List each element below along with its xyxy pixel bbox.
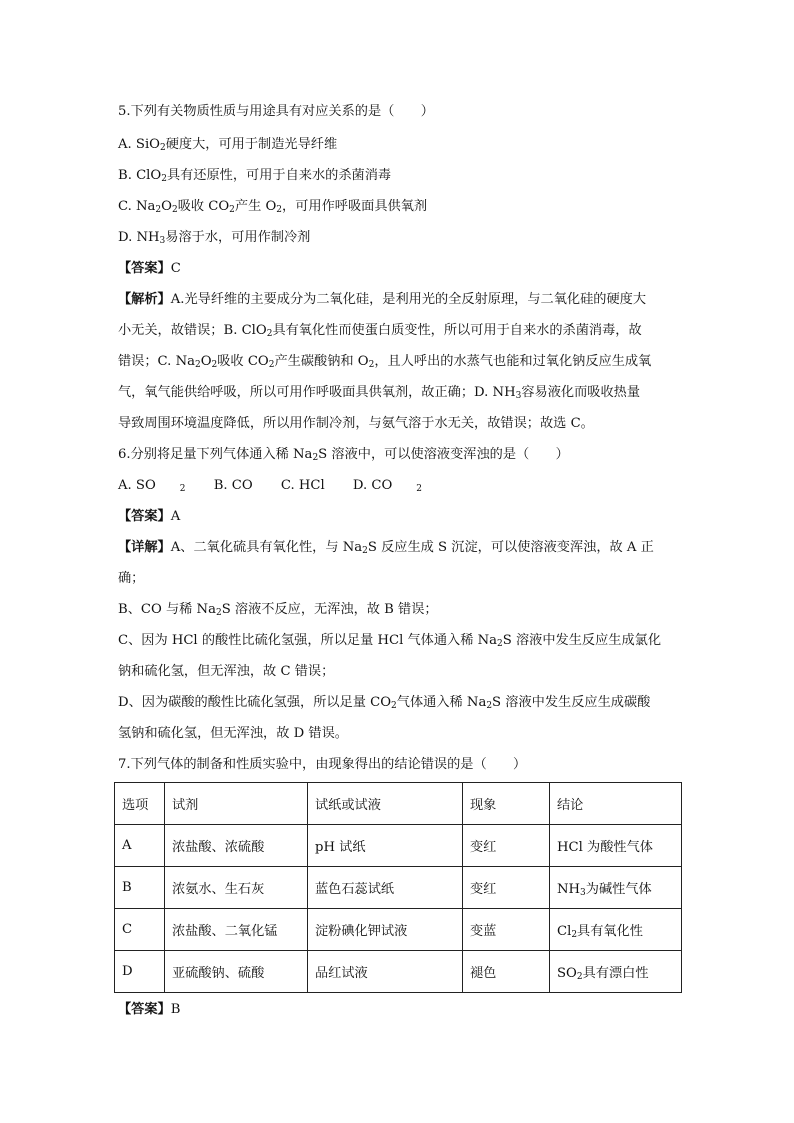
- table-cell: 蓝色石蕊试纸: [308, 867, 463, 909]
- q6-detail-line-2: 确；: [118, 571, 145, 586]
- table-cell: $Cl_2$具有氧化性: [550, 909, 682, 951]
- table-cell: 变红: [463, 867, 550, 909]
- q6-detail-line-7: 氢钠和硫化氢，但无浑浊，故 D 错误。: [118, 726, 348, 741]
- table-header-row: [115, 783, 682, 825]
- table-cell: D: [115, 951, 165, 993]
- header-cell: 结论: [550, 783, 682, 825]
- table-cell: pH 试纸: [308, 825, 463, 867]
- table-row: [115, 825, 682, 867]
- table-cell: 变蓝: [463, 909, 550, 951]
- q5-option-d: D. $NH_3$易溶于水，可用作制冷剂: [118, 230, 311, 246]
- table-cell: 亚硫酸钠、硫酸: [165, 951, 308, 993]
- q5-option-c: C. $Na_2O_2$吸收 $CO_2$产生 $O_2$，可用作呼吸面具供氧剂: [118, 199, 428, 215]
- table-cell: C: [115, 909, 165, 951]
- table-cell: $NH_3$为碱性气体: [550, 867, 682, 909]
- table-row: [115, 867, 682, 909]
- q5-answer: 【答案】C: [118, 261, 181, 276]
- q5-analysis-line-5: 导致周围环境温度降低，所以用作制冷剂，与氨气溶于水无关，故错误；故选 C。: [118, 416, 594, 431]
- table-cell: 褪色: [463, 951, 550, 993]
- table-cell: $SO_2$具有漂白性: [550, 951, 682, 993]
- q6-option-b: B. CO: [213, 478, 253, 493]
- q6-stem: 6.分别将足量下列气体通入稀 $Na_2S$ 溶液中，可以使溶液变浑浊的是（ ）: [118, 447, 569, 463]
- q7-stem: 7.下列气体的制备和性质实验中，由现象得出的结论错误的是（ ）: [118, 757, 527, 772]
- q6-option-a: A. SO $_2$: [118, 478, 186, 494]
- q5-analysis-line-1: 【解析】A.光导纤维的主要成分为二氧化硅，是利用光的全反射原理，与二氧化硅的硬度大: [118, 292, 647, 307]
- table-cell: 浓盐酸、二氧化锰: [165, 909, 308, 951]
- table-cell: 淀粉碘化钾试液: [308, 909, 463, 951]
- q7-answer: 【答案】B: [118, 1002, 181, 1017]
- q6-options: [118, 476, 446, 496]
- q5-analysis-line-3: 错误；C. $Na_2O_2$吸收 $CO_2$产生碳酸钠和 $O_2$，且人呼出的水蒸气也能和过氧化钠反应生成氧: [118, 354, 652, 370]
- q6-option-c: C. HCl: [280, 478, 325, 493]
- header-cell: 试纸或试液: [308, 783, 463, 825]
- q6-detail-line-3: B、CO 与稀 $Na_2S$ 溶液不反应，无浑浊，故 B 错误；: [118, 602, 438, 618]
- q6-answer: 【答案】A: [118, 509, 181, 524]
- q6-detail-line-4: C、因为 HCl 的酸性比硫化氢强，所以足量 HCl 气体通入稀 $Na_2S$ 溶液中发生反应生成氯化: [118, 633, 662, 649]
- table-cell: B: [115, 867, 165, 909]
- q6-detail-line-1: 【详解】A、二氧化硫具有氧化性，与 $Na_2S$ 反应生成 S 沉淀，可以使溶液变浑浊，故 A 正: [118, 540, 654, 556]
- header-cell: 试剂: [165, 783, 308, 825]
- header-cell: 现象: [463, 783, 550, 825]
- q5-option-a: A. SiO$_2$硬度大，可用于制造光导纤维: [118, 137, 338, 153]
- table-cell: 变红: [463, 825, 550, 867]
- table-row: [115, 951, 682, 993]
- q5-option-b: B. ClO$_2$具有还原性，可用于自来水的杀菌消毒: [118, 168, 392, 184]
- table-cell: 品红试液: [308, 951, 463, 993]
- table-row: [115, 909, 682, 951]
- q7-table: [114, 782, 682, 993]
- q6-option-d: D. CO $_2$: [352, 478, 423, 494]
- q5-analysis-line-2: 小无关，故错误；B. ClO$_2$具有氧化性而使蛋白质变性，所以可用于自来水的杀菌消毒，故: [118, 323, 642, 339]
- q6-detail-line-6: D、因为碳酸的酸性比硫化氢强，所以足量 $CO_2$气体通入稀 $Na_2S$ 溶液中发生反应生成碳酸: [118, 695, 651, 711]
- q5-analysis-line-4: 气，氧气能供给呼吸，所以可用作呼吸面具供氧剂，故正确；D. $NH_3$容易液化而吸收热量: [118, 385, 641, 401]
- table-cell: A: [115, 825, 165, 867]
- table-cell: 浓氨水、生石灰: [165, 867, 308, 909]
- table-cell: 浓盐酸、浓硫酸: [165, 825, 308, 867]
- q6-detail-line-5: 钠和硫化氢，但无浑浊，故 C 错误；: [118, 664, 335, 679]
- header-cell: 选项: [115, 783, 165, 825]
- q5-stem: 5.下列有关物质性质与用途具有对应关系的是（ ）: [118, 104, 434, 119]
- table-cell: HCl 为酸性气体: [550, 825, 682, 867]
